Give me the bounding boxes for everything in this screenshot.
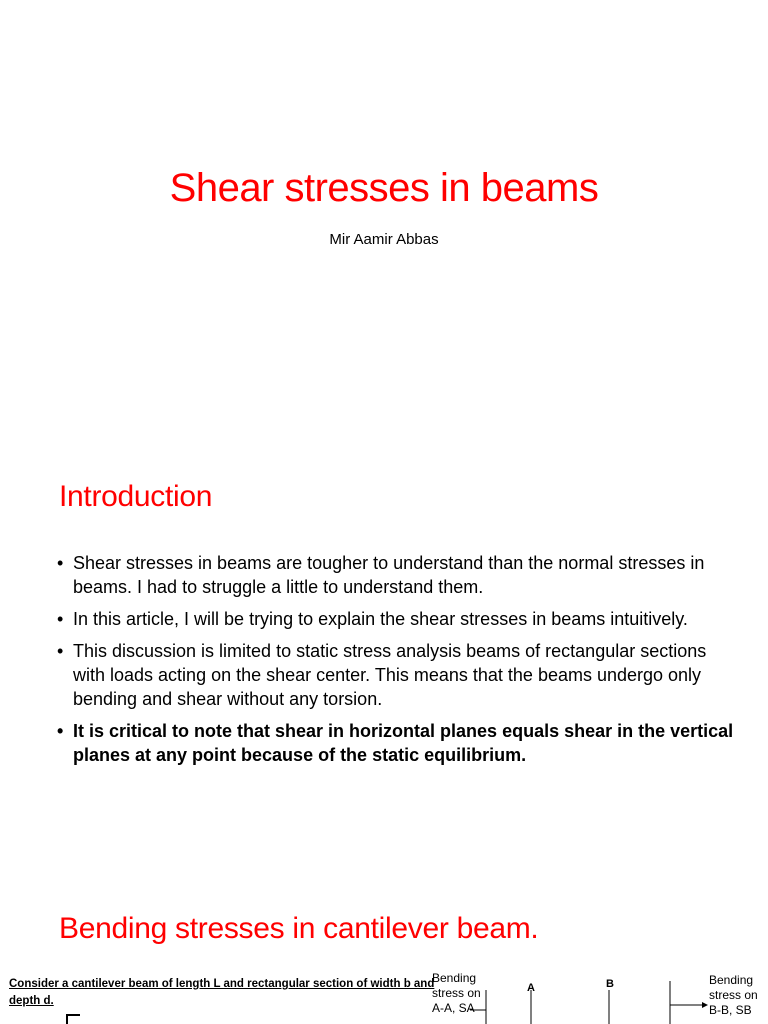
bullet-item: [57, 551, 737, 599]
bullet-item: [57, 607, 737, 631]
bullet-text: This discussion is limited to static stress analysis beams of rectangular sections with loads acting on the shear center. This means that the beams undergo only bending and shear without any torsion.: [73, 641, 707, 709]
bullet-text: It is critical to note that shear in horizontal planes equals shear in the vertical planes at any point because of the static equilibrium.: [73, 721, 734, 765]
arrow-head-icon: [702, 1002, 708, 1008]
author-name: Mir Aamir Abbas: [329, 231, 439, 248]
section-label-a: A: [527, 982, 535, 994]
bullet-text: Shear stresses in beams are tougher to understand than the normal stresses in beams. I had to struggle a little to understand them.: [73, 553, 705, 597]
bullet-text: In this article, I will be trying to explain the shear stresses in beams intuitively.: [73, 609, 688, 629]
introduction-bullet-list: [57, 551, 737, 775]
bullet-dot-icon: •: [57, 721, 64, 741]
bullet-dot-icon: •: [57, 553, 64, 573]
bending-stress-label-a: Bending stress on A-A, SA: [432, 971, 481, 1015]
section-label-b: B: [606, 978, 614, 990]
bullet-dot-icon: •: [57, 641, 64, 661]
bullet-item-emphasis: [57, 719, 737, 767]
presentation-title: Shear stresses in beams: [169, 166, 599, 210]
cantilever-description: Consider a cantilever beam of length L and rectangular section of width b and depth d.: [9, 978, 435, 1007]
bullet-item: [57, 639, 737, 711]
stress-diagram: [0, 876, 768, 1024]
introduction-heading: Introduction: [59, 480, 213, 513]
introduction-slide: [0, 438, 768, 870]
bending-heading: Bending stresses in cantilever beam.: [59, 912, 539, 945]
bending-stress-slide: [0, 876, 768, 1024]
title-slide: [0, 0, 768, 432]
bullet-dot-icon: •: [57, 609, 64, 629]
bending-stress-label-b: Bending stress on B-B, SB: [709, 973, 758, 1017]
